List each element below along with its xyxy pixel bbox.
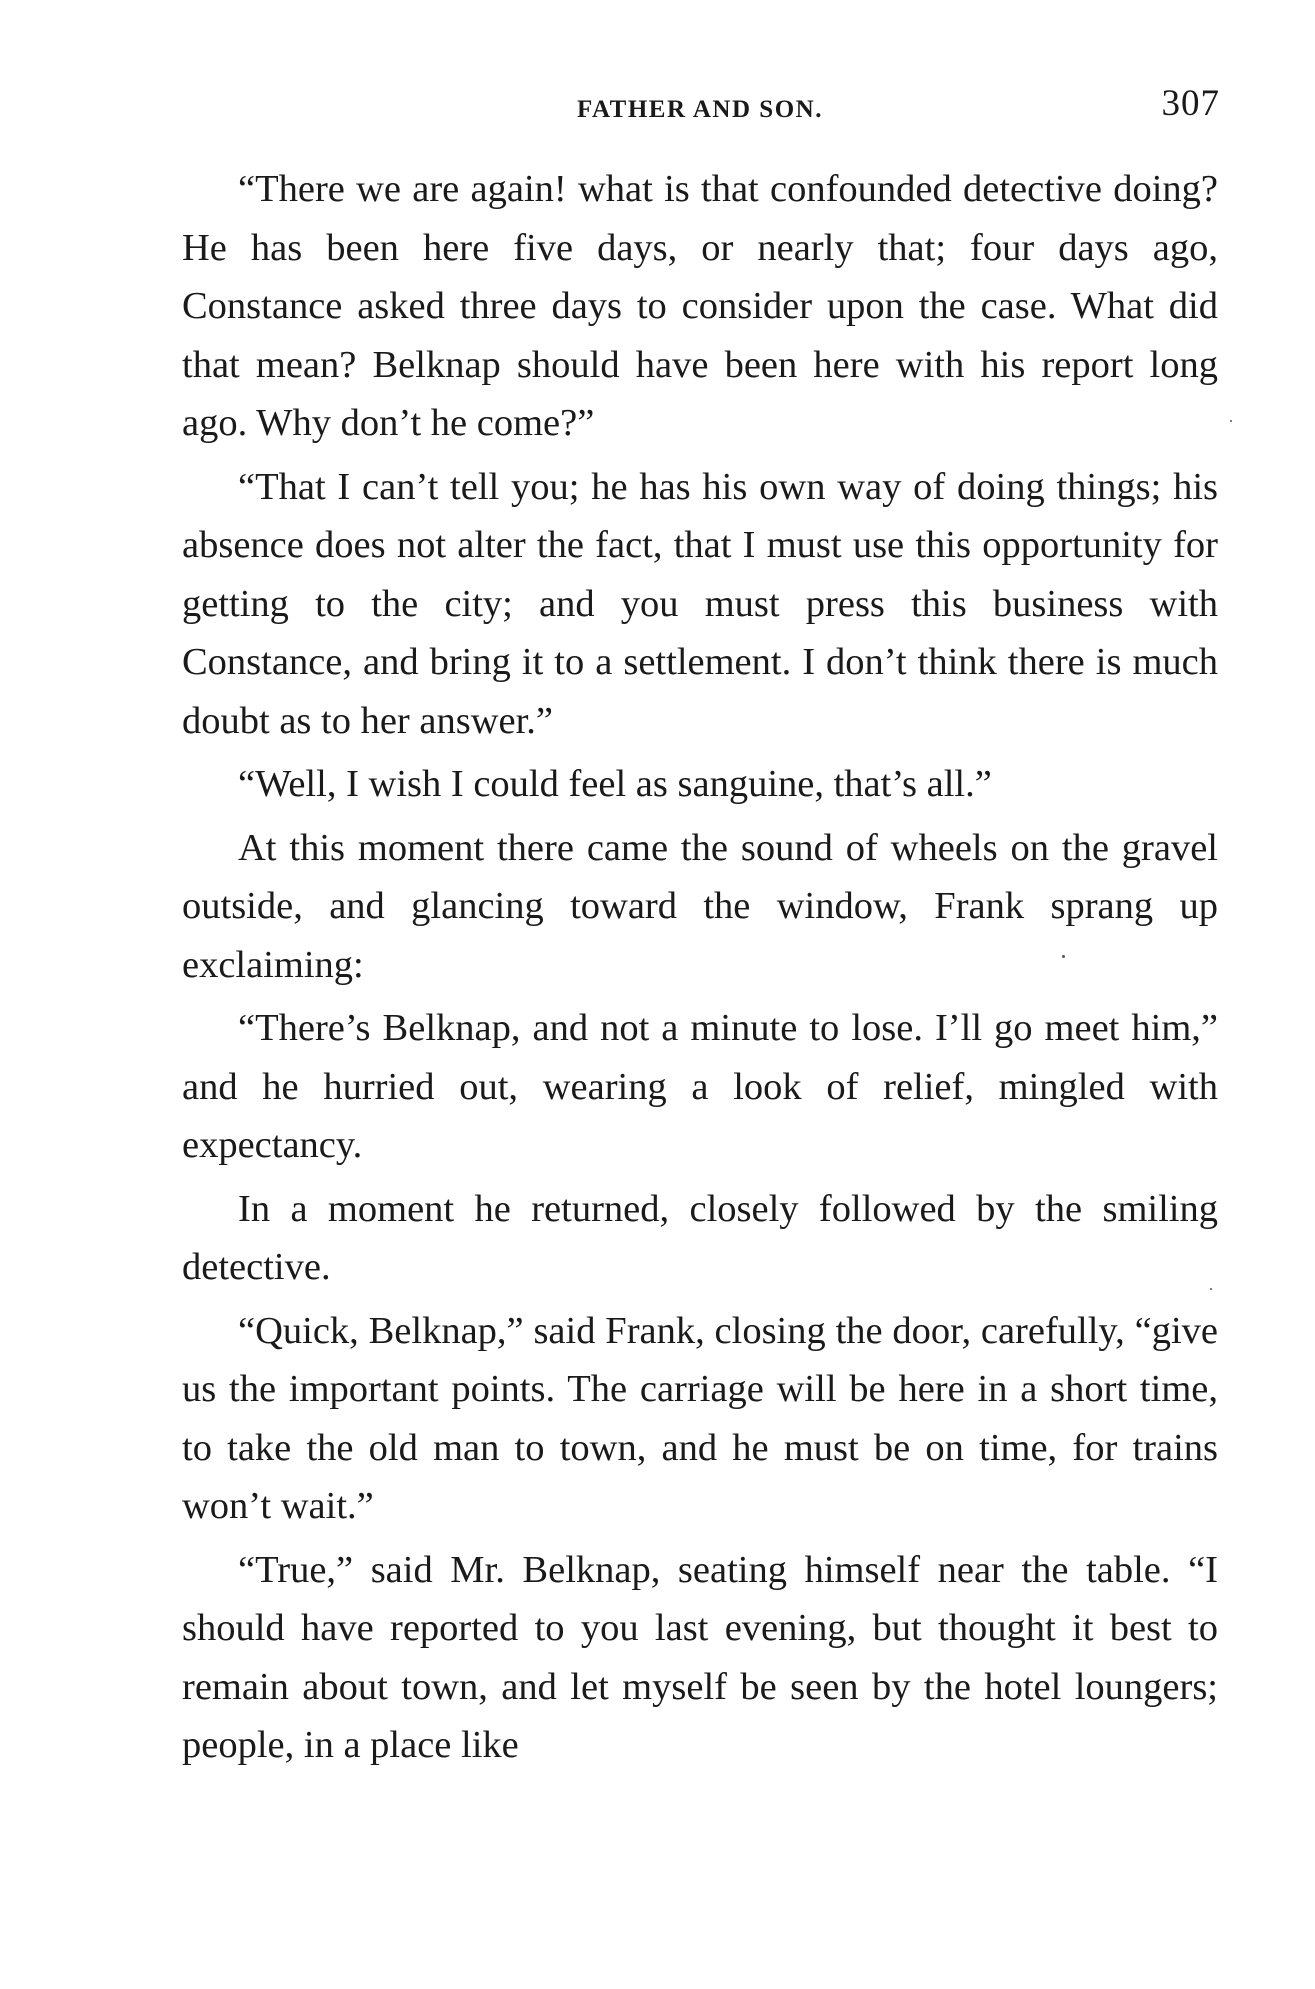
page-number: 307 xyxy=(1161,83,1220,124)
paragraph: “Quick, Belknap,” said Frank, closing the door, carefully, “give us the important points. The carriage will be here in a short time, to take the old man to town, and he must be on time, for trains won’t wait.” xyxy=(182,1309,1218,1527)
paragraph: “True,” said Mr. Belknap, seating himself near the table. “I should have reported to you last evening, but thought it best to remain about town, and let myself be seen by the hotel loungers; people, in a place like xyxy=(182,1548,1218,1766)
paragraph: “That I can’t tell you; he has his own way of doing things; his absence does not alter the fact, that I must use this opportunity for getting to the city; and you must press this business with Constance, and bring it to a settlement. I don’t think there is much doubt as to her answer.” xyxy=(182,465,1218,742)
print-speck xyxy=(1230,420,1232,422)
paragraph: “There’s Belknap, and not a minute to lose. I’ll go meet him,” and he hurried out, wearing a look of relief, mingled with expectancy. xyxy=(182,1007,1218,1166)
chapter-running-title: FATHER AND SON. xyxy=(577,96,823,123)
body-text xyxy=(182,160,1218,1780)
paragraph: In a moment he returned, closely followed by the smiling detective. xyxy=(182,1187,1218,1288)
paragraph: “Well, I wish I could feel as sanguine, that’s all.” xyxy=(238,763,992,805)
running-head xyxy=(180,78,1220,128)
print-speck xyxy=(1210,1288,1212,1290)
print-speck xyxy=(1062,955,1065,958)
paragraph: At this moment there came the sound of wheels on the gravel outside, and glancing toward the window, Frank sprang up exclaiming: xyxy=(182,826,1218,986)
paragraph: “There we are again! what is that confounded detective doing? He has been here five days, or nearly that; four days ago, Constance asked three days to consider upon the case. What did that mean? Belknap should have been here with his report long ago. Why don’t he come?” xyxy=(182,168,1218,444)
